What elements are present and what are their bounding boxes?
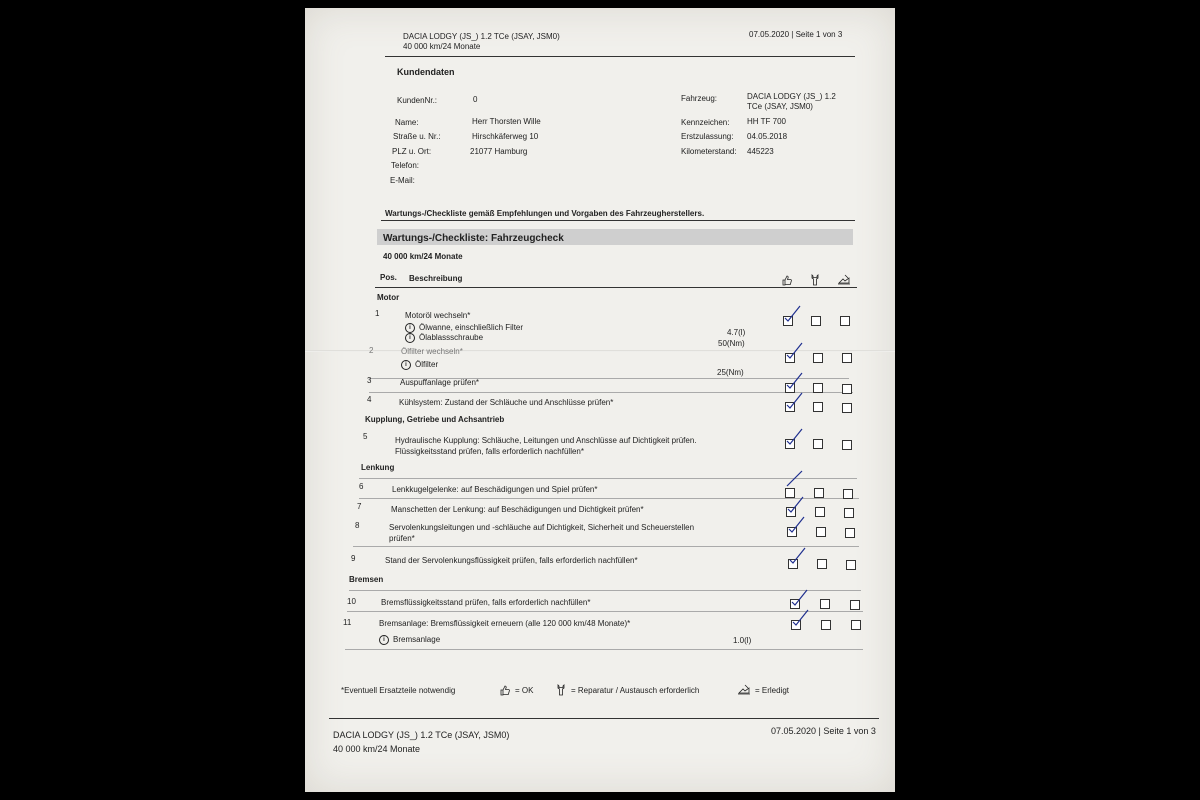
kennzeichen-value: HH TF 700 [747,117,786,126]
item-10-text: Bremsflüssigkeitsstand prüfen, falls erforderlich nachfüllen* [381,598,591,607]
item-11-pos: 11 [343,618,352,627]
handwritten-check-2 [785,341,803,359]
kundendaten-heading: Kundendaten [397,67,455,77]
item-6-text: Lenkkugelgelenke: auf Beschädigungen und Spiel prüfen* [392,485,598,494]
checkbox-repair-9[interactable] [817,559,827,569]
checkbox-repair-10[interactable] [820,599,830,609]
item-8-pos: 8 [355,521,360,530]
info-3 [401,360,438,370]
item-2-text: Ölfilter wechseln* [401,347,463,356]
paper-fold [305,350,895,352]
erstzulassung-value: 04.05.2018 [747,132,788,141]
info-icon: i [379,635,389,645]
checkbox-done-3[interactable] [842,384,852,394]
row-rule [347,611,863,612]
kundennr-value: 0 [473,95,478,104]
info-1 [405,323,523,333]
group-lenkung: Lenkung [361,463,395,472]
info-3-value: 25(Nm) [717,368,744,377]
checkbox-repair-2[interactable] [813,353,823,363]
legend-note: *Eventuell Ersatzteile notwendig [341,686,456,695]
handwritten-check-6 [785,470,803,488]
info-icon: i [405,323,415,333]
info-3-text: Ölfilter [415,360,439,370]
info-icon: i [405,333,415,343]
strasse-value: Hirschkäferweg 10 [472,132,539,141]
fahrzeug-label: Fahrzeug: [681,94,718,103]
plz-value: 21077 Hamburg [470,147,528,156]
group-bremsen: Bremsen [349,575,384,584]
checkbox-repair-3[interactable] [813,383,823,393]
item-4-text: Kühlsystem: Zustand der Schläuche und Anschlüsse prüfen* [399,398,614,407]
header-title: DACIA LODGY (JS_) 1.2 TCe (JSAY, JSM0) [403,32,560,41]
item-3-pos: 3 [367,376,372,385]
item-10-pos: 10 [347,597,356,606]
item-8-text: Servolenkungsleitungen und -schläuche auf Dichtigkeit, Sicherheit und Scheuerstellen [389,523,695,532]
item-4-pos: 4 [367,395,372,404]
handwritten-check-10 [790,588,808,606]
row-rule [345,649,863,650]
plz-label: PLZ u. Ort: [392,147,432,156]
name-label: Name: [395,118,419,127]
info-4-text: Bremsanlage [393,635,441,645]
footer-rule [329,718,879,719]
header-subtitle: 40 000 km/24 Monate [403,42,481,51]
info-icon: i [401,360,411,370]
info-1-text: Ölwanne, einschließlich Filter [419,323,524,333]
handwritten-check-9 [788,546,806,564]
checkbox-done-10[interactable] [850,600,860,610]
item-5-text: Hydraulische Kupplung: Schläuche, Leitungen und Anschlüsse auf Dichtigkeit prüfen. [395,436,697,445]
footer-title: DACIA LODGY (JS_) 1.2 TCe (JSAY, JSM0) [333,730,510,740]
info-1-value: 4.7(l) [727,328,746,337]
handwritten-check-11 [791,608,809,626]
info-2-value: 50(Nm) [718,339,745,348]
handwritten-check-7 [786,495,804,513]
wrench-icon [809,274,821,286]
done-hand-icon [737,684,751,696]
footer-subtitle: 40 000 km/24 Monate [333,744,421,754]
fahrzeug-value-line2: TCe (JSAY, JSM0) [747,102,813,111]
row-rule [359,478,857,479]
item-2-pos: 2 [369,346,374,355]
kilometerstand-value: 445223 [747,147,774,156]
item-9-pos: 9 [351,554,356,563]
item-1-pos: 1 [375,309,380,318]
checkbox-done-6[interactable] [843,489,853,499]
item-7-text: Manschetten der Lenkung: auf Beschädigungen und Dichtigkeit prüfen* [391,505,644,514]
done-hand-icon [837,274,851,286]
checkbox-repair-5[interactable] [813,439,823,449]
strasse-label: Straße u. Nr.: [393,132,441,141]
checkbox-done-2[interactable] [842,353,852,363]
item-3-text: Auspuffanlage prüfen* [400,378,480,387]
checkbox-repair-8[interactable] [816,527,826,537]
row-rule [349,590,861,591]
group-kupplung: Kupplung, Getriebe und Achsantrieb [365,415,505,424]
checkbox-repair-1[interactable] [811,316,821,326]
checkbox-repair-6[interactable] [814,488,824,498]
checkbox-done-11[interactable] [851,620,861,630]
wrench-icon [555,684,567,696]
info-4 [379,635,440,645]
row-rule [359,498,859,499]
email-label: E-Mail: [390,176,415,185]
checkbox-done-8[interactable] [845,528,855,538]
info-2-text: Ölablassschraube [419,333,484,343]
info-4-value: 1.0(l) [733,636,752,645]
handwritten-check-5 [785,427,803,445]
item-9-text: Stand der Servolenkungsflüssigkeit prüfen, falls erforderlich nachfüllen* [385,556,638,565]
thumbs-up-icon [499,684,511,696]
item-8-text2: prüfen* [389,534,415,543]
item-5-pos: 5 [363,432,368,441]
legend-done: = Erledigt [755,686,790,695]
name-value: Herr Thorsten Wille [472,117,541,126]
item-11-text: Bremsanlage: Bremsflüssigkeit erneuern (alle 120 000 km/48 Monate)* [379,619,631,628]
legend-ok: = OK [515,686,534,695]
handwritten-check-4 [785,391,803,409]
legend-repair: = Reparatur / Austausch erforderlich [571,686,700,695]
checkbox-done-5[interactable] [842,440,852,450]
column-pos: Pos. [380,273,397,282]
handwritten-check-8 [787,515,805,533]
row-rule [369,392,853,393]
telefon-label: Telefon: [391,161,420,170]
column-beschreibung: Beschreibung [409,274,463,283]
checkbox-repair-7[interactable] [815,507,825,517]
document-page [305,8,895,792]
band-title: Wartungs-/Checkliste: Fahrzeugcheck [383,233,564,244]
kundennr-label: KundenNr.: [397,96,438,105]
item-7-pos: 7 [357,502,362,511]
row-rule [353,546,859,547]
section-rule [381,220,855,221]
checkbox-done-7[interactable] [844,508,854,518]
handwritten-check-3 [785,371,803,389]
item-5-text2: Flüssigkeitsstand prüfen, falls erforderlich nachfüllen* [395,447,584,456]
checkbox-done-1[interactable] [840,316,850,326]
kilometerstand-label: Kilometerstand: [681,147,737,156]
section-title: Wartungs-/Checkliste gemäß Empfehlungen und Vorgaben des Fahrzeugherstellers. [385,209,705,218]
fahrzeug-value-line1: DACIA LODGY (JS_) 1.2 [747,92,836,101]
header-rule [385,56,855,57]
column-header-rule [375,287,857,288]
item-6-pos: 6 [359,482,364,491]
info-2 [405,333,483,343]
kennzeichen-label: Kennzeichen: [681,118,730,127]
item-1-text: Motoröl wechseln* [405,311,471,320]
erstzulassung-label: Erstzulassung: [681,132,734,141]
checkbox-repair-4[interactable] [813,402,823,412]
checkbox-repair-11[interactable] [821,620,831,630]
header-date-page: 07.05.2020 | Seite 1 von 3 [749,30,843,39]
checkbox-done-9[interactable] [846,560,856,570]
group-motor: Motor [377,293,400,302]
footer-date-page: 07.05.2020 | Seite 1 von 3 [771,726,876,736]
interval: 40 000 km/24 Monate [383,252,463,261]
checkbox-done-4[interactable] [842,403,852,413]
thumbs-up-icon [781,274,793,286]
handwritten-check-1 [783,304,801,322]
